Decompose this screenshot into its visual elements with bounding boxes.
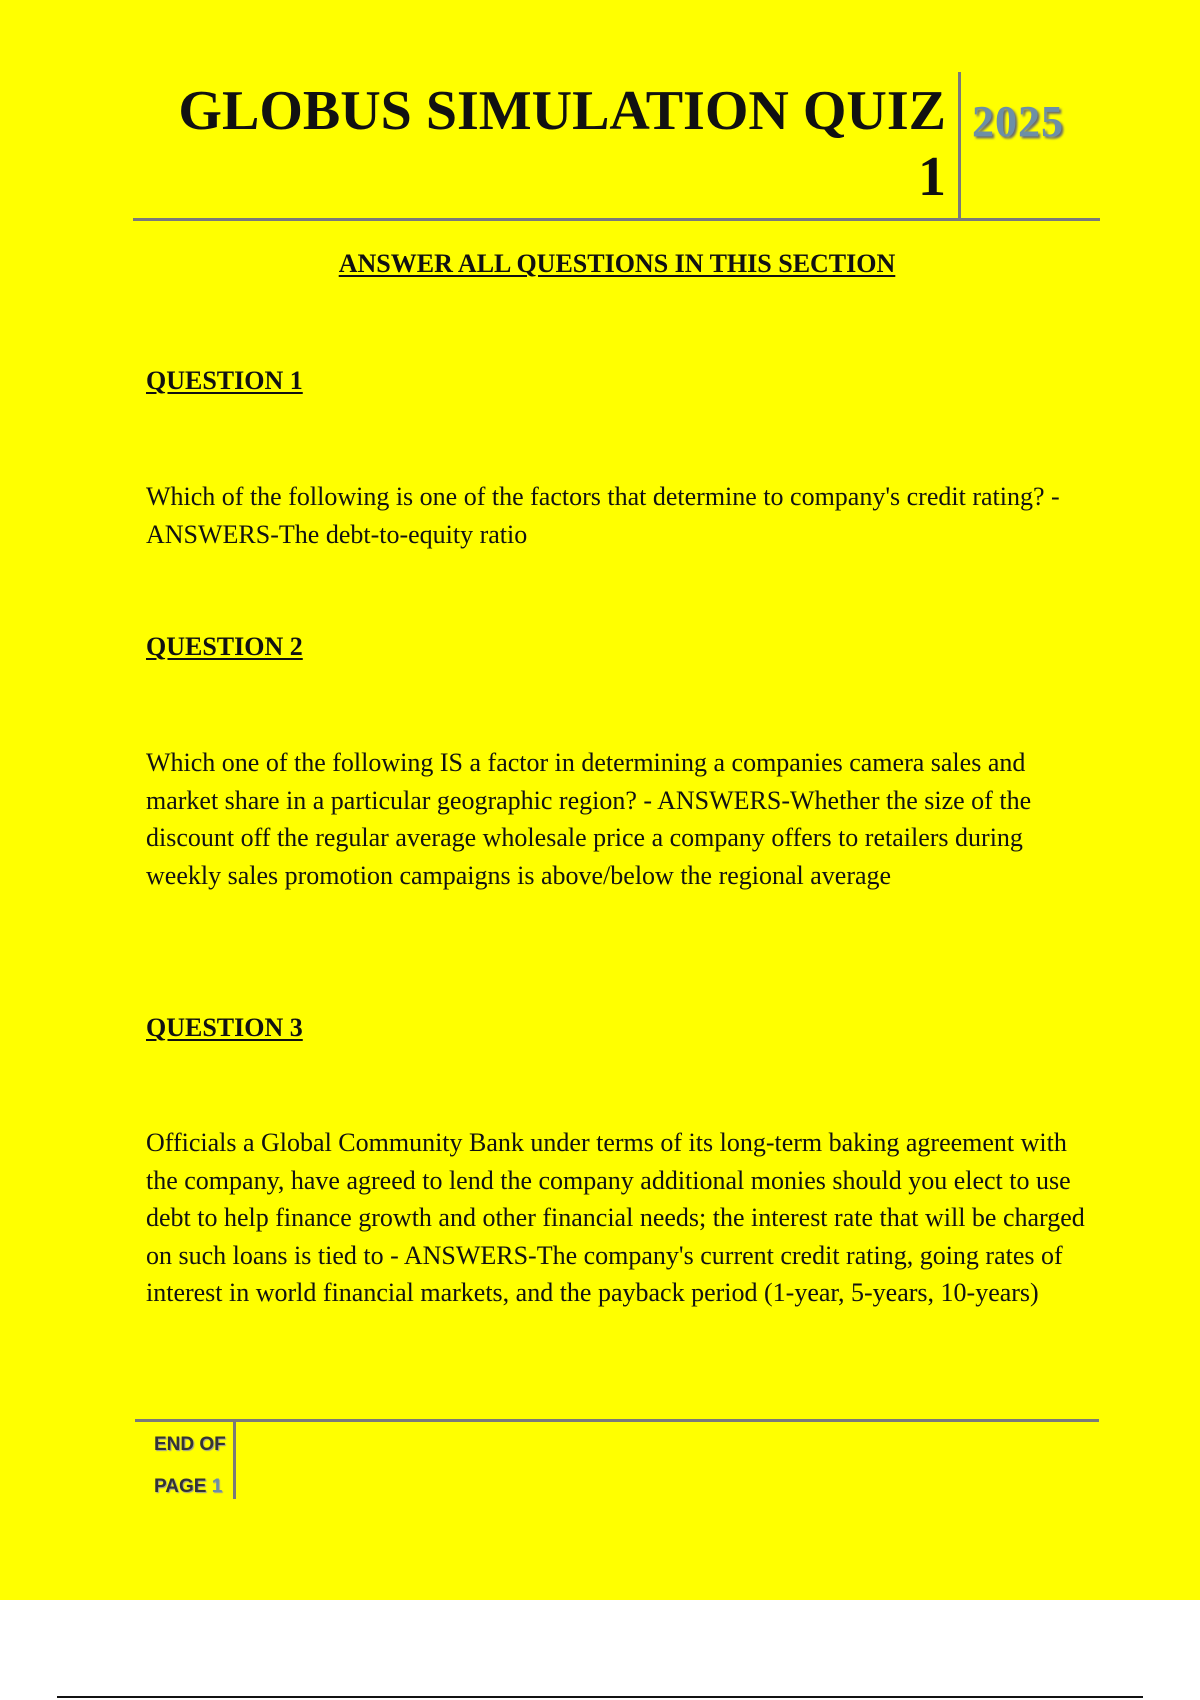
footer-page-number: 1 <box>211 1476 223 1497</box>
question-3-body: Officials a Global Community Bank under terms of its long-term baking agreement with the company, have agreed to lend the company additional monies should you elect to use debt to help finance growth and other financial needs; the interest rate that will be charged on such loans is tied to - ANSWERS-The company's current credit rating, going rates of interest in world financial markets, and the payback period (1-year, 5-years, 10-years) <box>146 1128 1085 1307</box>
question-3-title: QUESTION 3 <box>146 1013 303 1042</box>
header-divider-horizontal <box>133 218 1100 221</box>
footer-divider-vertical <box>233 1421 236 1499</box>
footer-end-of: END OF <box>154 1434 226 1455</box>
section-heading: ANSWER ALL QUESTIONS IN THIS SECTION <box>338 249 896 278</box>
question-2-title: QUESTION 2 <box>146 632 303 661</box>
question-2-body: Which one of the following IS a factor in determining a companies camera sales and market share in a particular geographic region? - ANSWERS-Whether the size of the discount off the regular average wholesale price a company offers to retailers during weekly sales promotion campaigns is above/below the regional average <box>146 748 1032 890</box>
footer-page-label <box>154 1424 226 1508</box>
document-title: GLOBUS SIMULATION QUIZ 1 <box>178 80 946 208</box>
question-1-title: QUESTION 1 <box>146 366 303 395</box>
footer-divider-horizontal <box>135 1419 1099 1422</box>
header-divider-vertical <box>958 72 961 220</box>
bottom-rule <box>57 1696 1143 1698</box>
footer-page-word: PAGE <box>154 1476 207 1497</box>
footer-page-line <box>154 1466 226 1508</box>
question-1-body: Which of the following is one of the factors that determine to company's credit rating? - ANSWERS-The debt-to-equity ratio <box>146 482 1060 549</box>
header-year: 2025 <box>972 97 1064 146</box>
